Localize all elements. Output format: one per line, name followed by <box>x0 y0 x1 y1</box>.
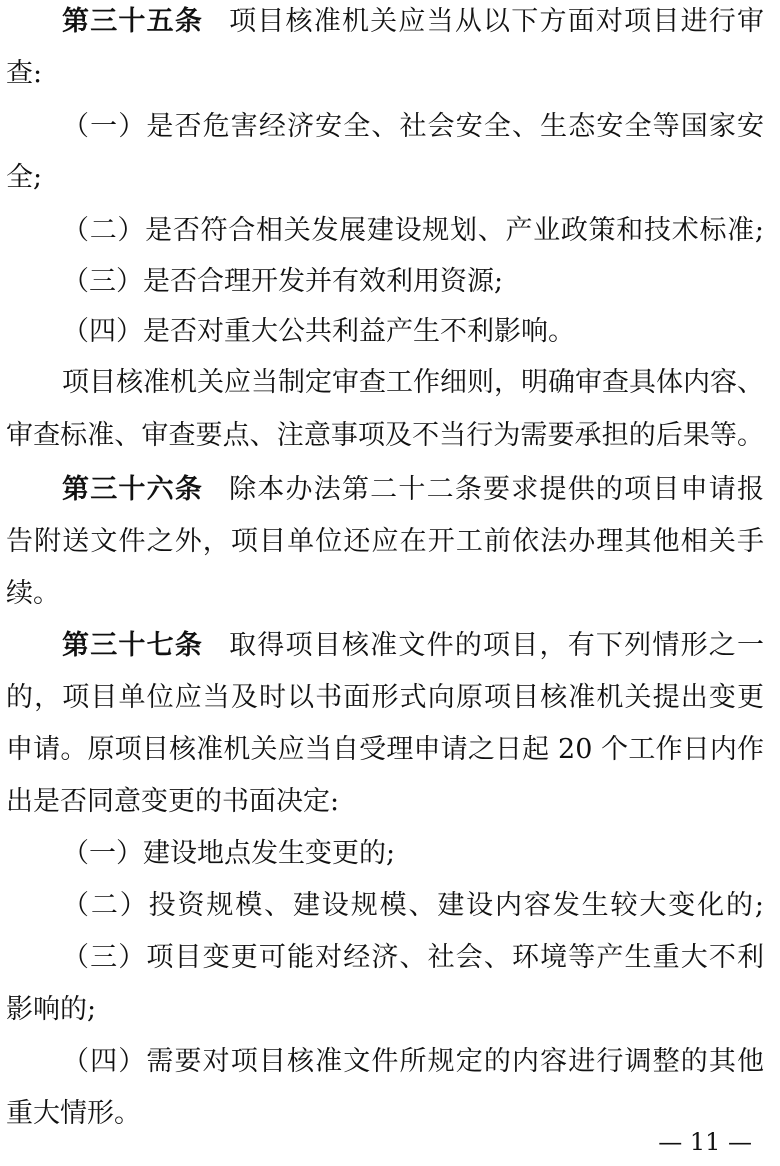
article-heading: 第三十六条 <box>62 474 204 505</box>
sub-item-2-line: （二）投资规模、建设规模、建设内容发生较大变化的; <box>62 890 764 921</box>
article-36-line-3: 续。 <box>6 578 60 609</box>
page-number: — 11 — <box>658 1128 752 1156</box>
article-heading: 第三十七条 <box>62 630 204 661</box>
article-37-line-4: 出是否同意变更的书面决定: <box>6 786 340 817</box>
sub-item-1-line: （一）建设地点发生变更的; <box>62 838 396 869</box>
article-35-line-1: 第三十五条 项目核准机关应当从以下方面对项目进行审 <box>62 6 764 37</box>
article-heading: 第三十五条 <box>62 6 204 37</box>
item-1-line-2: 全; <box>6 162 43 193</box>
item-4-line: （四）是否对重大公共利益产生不利影响。 <box>62 316 575 347</box>
article-36-line-1: 第三十六条 除本办法第二十二条要求提供的项目申请报 <box>62 474 764 505</box>
sub-item-3-line-2: 影响的; <box>6 994 97 1025</box>
article-35-line-2: 查: <box>6 58 43 89</box>
paragraph-line-2: 审查标准、审查要点、注意事项及不当行为需要承担的后果等。 <box>6 420 764 451</box>
paragraph-line-1: 项目核准机关应当制定审查工作细则，明确审查具体内容、 <box>62 367 764 398</box>
item-3-line: （三）是否合理开发并有效利用资源; <box>62 266 504 297</box>
article-37-line-2: 的，项目单位应当及时以书面形式向原项目核准机关提出变更 <box>6 682 764 713</box>
article-37-line-1: 第三十七条 取得项目核准文件的项目，有下列情形之一 <box>62 630 764 661</box>
sub-item-4-line-1: （四）需要对项目核准文件所规定的内容进行调整的其他 <box>62 1046 764 1077</box>
article-37-line-3: 申请。原项目核准机关应当自受理申请之日起 20 个工作日内作 <box>6 734 764 765</box>
item-2-line: （二）是否符合相关发展建设规划、产业政策和技术标准; <box>62 215 764 246</box>
sub-item-4-line-2: 重大情形。 <box>6 1098 141 1129</box>
article-36-line-2: 告附送文件之外，项目单位还应在开工前依法办理其他相关手 <box>6 526 764 557</box>
sub-item-3-line-1: （三）项目变更可能对经济、社会、环境等产生重大不利 <box>62 942 764 973</box>
item-1-line-1: （一）是否危害经济安全、社会安全、生态安全等国家安 <box>62 111 764 142</box>
